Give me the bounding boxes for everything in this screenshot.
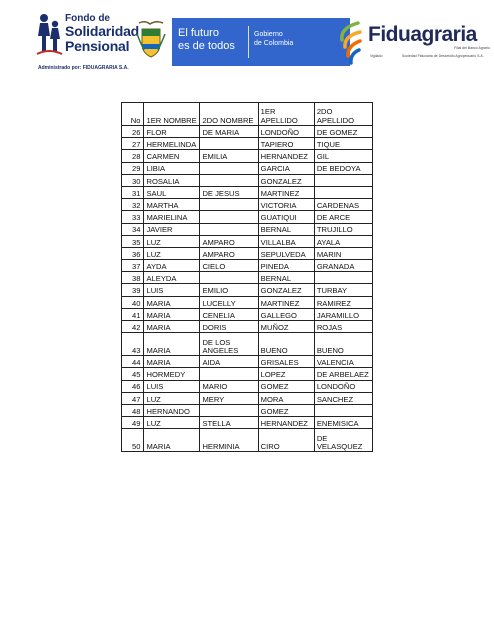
fiduagraria-vigilado: Vigilado: [370, 54, 383, 58]
cell-first-surname: GUATIQUI: [258, 211, 314, 223]
fsp-line2: Solidaridad: [65, 23, 140, 39]
cell-second-name: [200, 211, 258, 223]
cell-no: 48: [122, 404, 144, 416]
cell-second-surname: JARAMILLO: [314, 308, 372, 320]
cell-second-name: DE LOS ANGELES: [200, 333, 258, 356]
cell-first-surname: BUENO: [258, 333, 314, 356]
cell-first-surname: GOMEZ: [258, 404, 314, 416]
table-row: [122, 260, 373, 272]
cell-first-surname: LOPEZ: [258, 368, 314, 380]
table-row: [122, 333, 373, 356]
table-row: [122, 223, 373, 235]
cell-second-surname: [314, 186, 372, 198]
cell-second-surname: TURBAY: [314, 284, 372, 296]
cell-second-surname: DE BEDOYA: [314, 162, 372, 174]
cell-no: 33: [122, 211, 144, 223]
table-row: [122, 186, 373, 198]
fsp-line1: Fondo de: [65, 13, 110, 24]
gov-logo: [136, 18, 312, 66]
cell-second-surname: AYALA: [314, 235, 372, 247]
fiduagraria-wordmark: Fiduagraria: [368, 23, 477, 46]
cell-no: 44: [122, 356, 144, 368]
cell-first-name: MARTHA: [144, 199, 200, 211]
cell-no: 47: [122, 392, 144, 404]
cell-second-surname: SANCHEZ: [314, 392, 372, 404]
cell-second-name: EMILIO: [200, 284, 258, 296]
cell-first-surname: VICTORIA: [258, 199, 314, 211]
col-header-second-name: 2DO NOMBRE: [200, 103, 258, 126]
cell-second-name: AMPARO: [200, 247, 258, 259]
cell-second-surname: BUENO: [314, 333, 372, 356]
table-row: [122, 356, 373, 368]
cell-first-name: AYDA: [144, 260, 200, 272]
cell-second-name: MARIO: [200, 380, 258, 392]
col-header-first-surname: 1ER APELLIDO: [258, 103, 314, 126]
cell-second-name: MERY: [200, 392, 258, 404]
cell-first-surname: HERNANDEZ: [258, 417, 314, 429]
cell-no: 28: [122, 150, 144, 162]
cell-first-surname: LONDOÑO: [258, 126, 314, 138]
table-row: [122, 321, 373, 333]
cell-second-name: [200, 199, 258, 211]
cell-second-name: LUCELLY: [200, 296, 258, 308]
cell-no: 49: [122, 417, 144, 429]
cell-first-surname: GALLEGO: [258, 308, 314, 320]
cell-second-name: DORIS: [200, 321, 258, 333]
col-header-second-surname: 2DO APELLIDO: [314, 103, 372, 126]
cell-no: 36: [122, 247, 144, 259]
table-row: [122, 417, 373, 429]
table-row: [122, 380, 373, 392]
cell-no: 50: [122, 429, 144, 452]
cell-second-surname: ROJAS: [314, 321, 372, 333]
cell-second-name: [200, 138, 258, 150]
cell-second-name: [200, 404, 258, 416]
cell-first-name: SAUL: [144, 186, 200, 198]
cell-second-name: HERMINIA: [200, 429, 258, 452]
cell-second-surname: TRUJILLO: [314, 223, 372, 235]
cell-second-name: DE MARIA: [200, 126, 258, 138]
cell-first-name: LUZ: [144, 235, 200, 247]
cell-first-surname: MORA: [258, 392, 314, 404]
table-row: [122, 368, 373, 380]
cell-second-surname: DE VELASQUEZ: [314, 429, 372, 452]
table-row: [122, 235, 373, 247]
cell-second-name: [200, 174, 258, 186]
page-header: [0, 0, 494, 80]
cell-second-name: AMPARO: [200, 235, 258, 247]
table-row: [122, 247, 373, 259]
table-row: [122, 296, 373, 308]
cell-second-surname: MARIN: [314, 247, 372, 259]
cell-second-surname: TIQUE: [314, 138, 372, 150]
cell-second-surname: DE GOMEZ: [314, 126, 372, 138]
cell-second-surname: ENEMISICA: [314, 417, 372, 429]
table-row: [122, 199, 373, 211]
table-row: [122, 150, 373, 162]
cell-first-name: ROSALIA: [144, 174, 200, 186]
cell-first-name: LIBIA: [144, 162, 200, 174]
cell-no: 35: [122, 235, 144, 247]
cell-second-surname: RAMIREZ: [314, 296, 372, 308]
cell-first-surname: MUÑOZ: [258, 321, 314, 333]
cell-no: 37: [122, 260, 144, 272]
cell-first-name: LUZ: [144, 392, 200, 404]
cell-first-surname: PINEDA: [258, 260, 314, 272]
cell-no: 27: [122, 138, 144, 150]
table-row: [122, 162, 373, 174]
fsp-line3: Pensional: [65, 38, 130, 54]
cell-second-surname: [314, 404, 372, 416]
fsp-emblem-icon: [34, 12, 64, 58]
cell-second-surname: DE ARBELAEZ: [314, 368, 372, 380]
cell-first-name: HORMEDY: [144, 368, 200, 380]
cell-no: 29: [122, 162, 144, 174]
cell-first-surname: GONZALEZ: [258, 174, 314, 186]
fiduagraria-tagline: Filial del Banco Agrario: [454, 46, 490, 50]
cell-first-surname: MARTINEZ: [258, 296, 314, 308]
fsp-wordmark: [65, 13, 139, 54]
cell-first-name: MARIA: [144, 356, 200, 368]
col-header-no: No: [122, 103, 144, 126]
cell-first-surname: MARTINEZ: [258, 186, 314, 198]
cell-first-name: LUZ: [144, 417, 200, 429]
cell-first-name: HERNANDO: [144, 404, 200, 416]
cell-second-name: AIDA: [200, 356, 258, 368]
cell-second-surname: [314, 174, 372, 186]
fiduagraria-logo: [334, 20, 490, 70]
cell-second-surname: CARDENAS: [314, 199, 372, 211]
table-row: [122, 404, 373, 416]
cell-first-surname: GRISALES: [258, 356, 314, 368]
cell-first-name: HERMELINDA: [144, 138, 200, 150]
cell-first-name: LUIS: [144, 380, 200, 392]
cell-second-surname: [314, 272, 372, 284]
cell-second-surname: GIL: [314, 150, 372, 162]
cell-no: 43: [122, 333, 144, 356]
cell-first-surname: VILLALBA: [258, 235, 314, 247]
gov-slogan: [178, 27, 235, 53]
fsp-logo: [34, 12, 140, 76]
cell-second-name: [200, 223, 258, 235]
gov-slogan-line2: es de todos: [178, 40, 235, 52]
table-row: [122, 126, 373, 138]
cell-no: 42: [122, 321, 144, 333]
cell-no: 26: [122, 126, 144, 138]
gov-name: [254, 30, 293, 48]
cell-first-surname: BERNAL: [258, 272, 314, 284]
cell-second-name: EMILIA: [200, 150, 258, 162]
cell-first-surname: HERNANDEZ: [258, 150, 314, 162]
cell-no: 39: [122, 284, 144, 296]
cell-first-name: MARIA: [144, 296, 200, 308]
cell-no: 30: [122, 174, 144, 186]
gov-panel: [172, 18, 350, 66]
cell-no: 46: [122, 380, 144, 392]
cell-first-surname: SEPULVEDA: [258, 247, 314, 259]
gov-separator: [248, 26, 249, 58]
cell-first-surname: TAPIERO: [258, 138, 314, 150]
cell-first-name: LUZ: [144, 247, 200, 259]
cell-second-surname: LONDOÑO: [314, 380, 372, 392]
table-row: [122, 284, 373, 296]
cell-first-name: MARIA: [144, 308, 200, 320]
cell-first-name: MARIA: [144, 321, 200, 333]
table-header-row: [122, 103, 373, 126]
cell-first-name: FLOR: [144, 126, 200, 138]
cell-no: 40: [122, 296, 144, 308]
cell-second-name: STELLA: [200, 417, 258, 429]
cell-no: 38: [122, 272, 144, 284]
gov-name-line1: Gobierno: [254, 31, 283, 38]
table-row: [122, 174, 373, 186]
cell-first-name: CARMEN: [144, 150, 200, 162]
cell-first-name: MARIA: [144, 333, 200, 356]
cell-second-name: [200, 162, 258, 174]
gov-slogan-line1: El futuro: [178, 27, 219, 39]
colombia-shield-icon: [136, 20, 166, 60]
table-row: [122, 429, 373, 452]
fsp-admin-text: Administrado por: FIDUAGRARIA S.A.: [38, 65, 129, 71]
cell-no: 45: [122, 368, 144, 380]
cell-first-name: MARIELINA: [144, 211, 200, 223]
cell-first-name: LUIS: [144, 284, 200, 296]
table-row: [122, 211, 373, 223]
cell-no: 41: [122, 308, 144, 320]
cell-first-surname: GOMEZ: [258, 380, 314, 392]
cell-first-surname: GARCIA: [258, 162, 314, 174]
fiduagraria-swirl-icon: [334, 20, 364, 66]
table-row: [122, 138, 373, 150]
cell-no: 31: [122, 186, 144, 198]
cell-second-name: CIELO: [200, 260, 258, 272]
cell-first-name: ALEYDA: [144, 272, 200, 284]
col-header-first-name: 1ER NOMBRE: [144, 103, 200, 126]
beneficiaries-table: [121, 102, 373, 452]
cell-second-surname: GRANADA: [314, 260, 372, 272]
gov-name-line2: de Colombia: [254, 40, 294, 47]
table-body: [122, 126, 373, 452]
cell-first-surname: GONZALEZ: [258, 284, 314, 296]
cell-second-name: DE JESUS: [200, 186, 258, 198]
table-row: [122, 392, 373, 404]
table-row: [122, 272, 373, 284]
cell-first-surname: BERNAL: [258, 223, 314, 235]
cell-second-surname: DE ARCE: [314, 211, 372, 223]
cell-first-surname: CIRO: [258, 429, 314, 452]
fiduagraria-legal-name: Sociedad Fiduciaria de Desarrollo Agropecuario S.A.: [402, 54, 484, 58]
cell-no: 34: [122, 223, 144, 235]
cell-no: 32: [122, 199, 144, 211]
cell-second-name: [200, 272, 258, 284]
table-row: [122, 308, 373, 320]
cell-first-name: MARIA: [144, 429, 200, 452]
cell-first-name: JAVIER: [144, 223, 200, 235]
cell-second-surname: VALENCIA: [314, 356, 372, 368]
cell-second-name: CENELIA: [200, 308, 258, 320]
cell-second-name: [200, 368, 258, 380]
